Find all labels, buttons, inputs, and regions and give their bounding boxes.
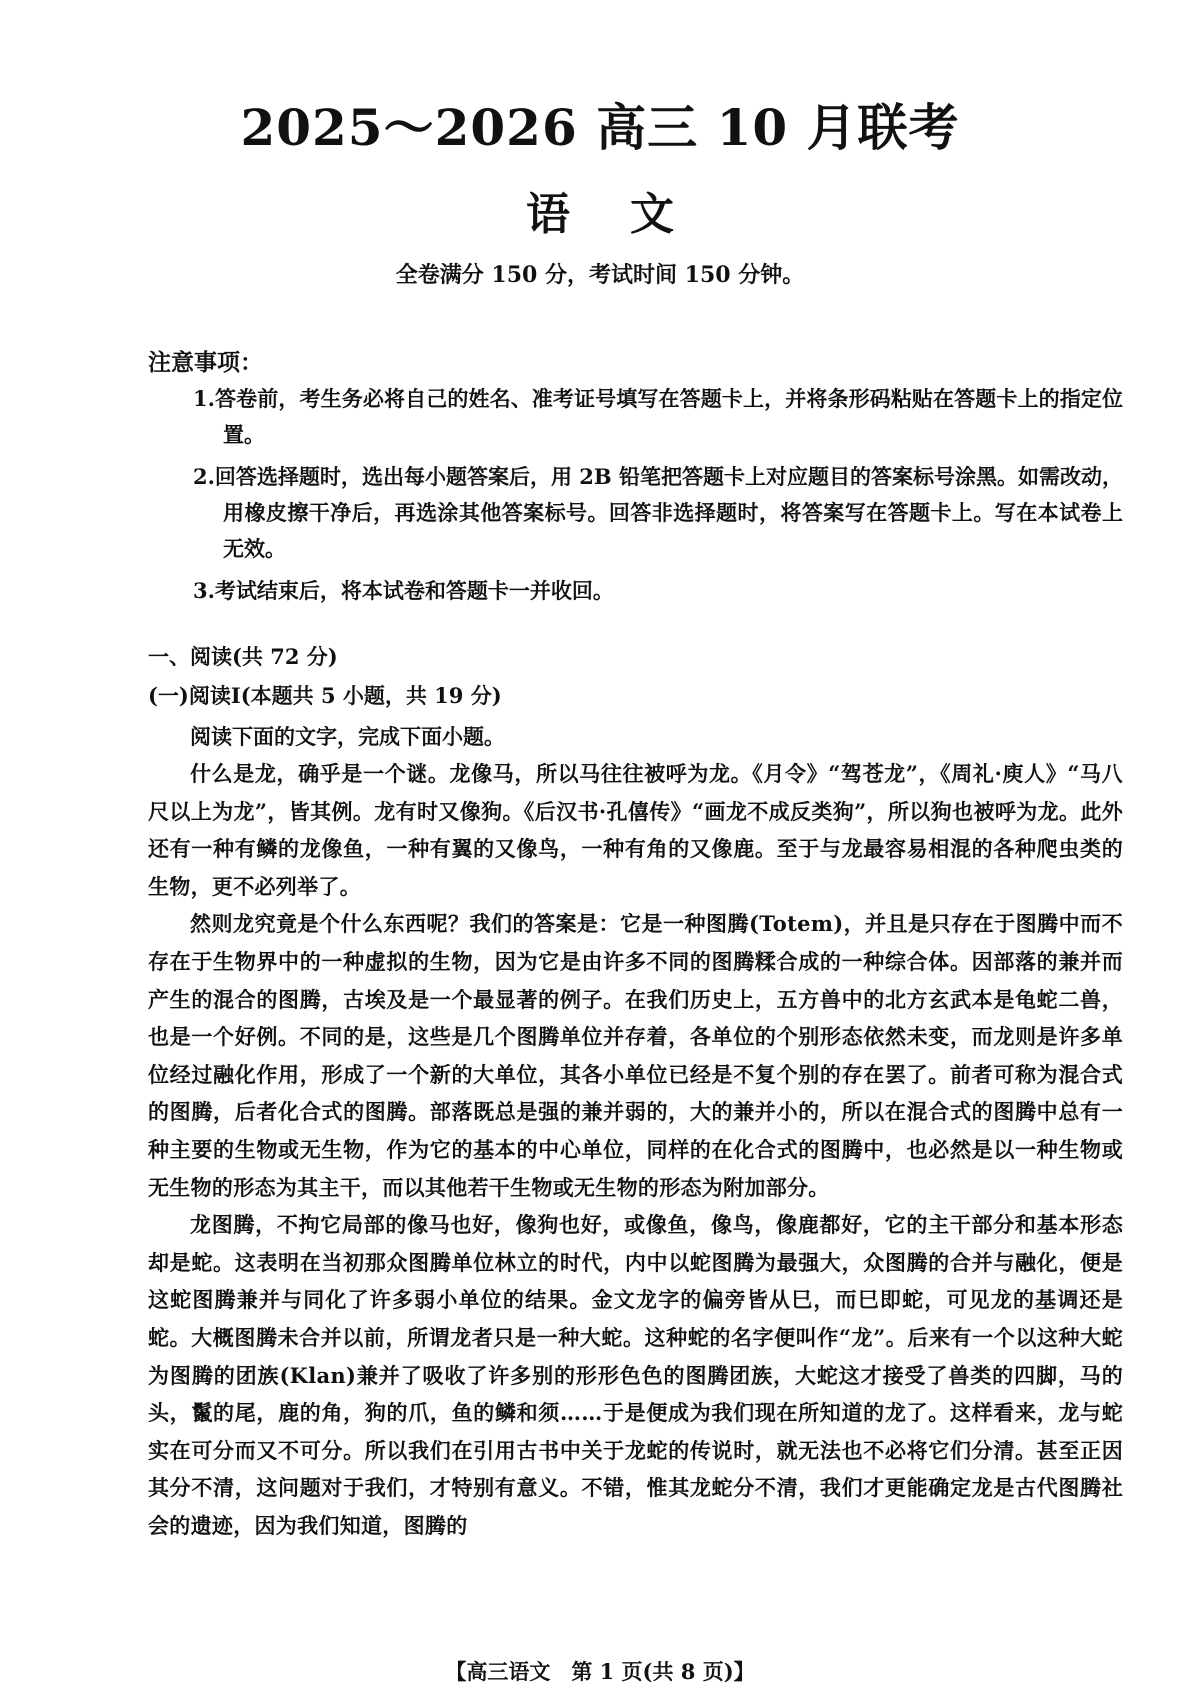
passage-paragraph: 然则龙究竟是个什么东西呢？我们的答案是：它是一种图腾(Totem)，并且是只存在于图腾中而不存在于生物界中的一种虚拟的生物，因为它是由许多不同的图腾糅合成的一种综合体。因部落的兼并而产生的混合的图腾，古埃及是一个最显著的例子。在我们历史上，五方兽中的北方玄武本是龟蛇二兽，也是一个好例。不同的是，这些是几个图腾单位并存着，各单位的个别形态依然未变，而龙则是许多单位经过融化作用，形成了一个新的大单位，其各小单位已经是不复个别的存在罢了。前者可称为混合式的图腾，后者化合式的图腾。部落既总是强的兼并弱的，大的兼并小的，所以在混合式的图腾中总有一种主要的生物或无生物，作为它的基本的中心单位，同样的在化合式的图腾中，也必然是以一种生物或无生物的形态为其主干，而以其他若干生物或无生物的形态为附加部分。 bbox=[148, 911, 1123, 1200]
passage-paragraph: 龙图腾，不拘它局部的像马也好，像狗也好，或像鱼，像鸟，像鹿都好，它的主干部分和基本形态却是蛇。这表明在当初那众图腾单位林立的时代，内中以蛇图腾为最强大，众图腾的合并与融化，便是这蛇图腾兼并与同化了许多弱小单位的结果。金文龙字的偏旁皆从巳，而巳即蛇，可见龙的基调还是蛇。大概图腾未合并以前，所谓龙者只是一种大蛇。这种蛇的名字便叫作“龙”。后来有一个以这种大蛇为图腾的团族(Klan)兼并了吸收了许多别的形形色色的图腾团族，大蛇这才接受了兽类的四脚，马的头，鬣的尾，鹿的角，狗的爪，鱼的鳞和须……于是便成为我们现在所知道的龙了。这样看来，龙与蛇实在可分而又不可分。所以我们在引用古书中关于龙蛇的传说时，就无法也不必将它们分清。甚至正因其分不清，这问题对于我们，才特别有意义。不错，惟其龙蛇分不清，我们才更能确定龙是古代图腾社会的遗迹，因为我们知道，图腾的 bbox=[148, 1212, 1123, 1538]
notice-list bbox=[193, 381, 1123, 615]
notice-item: 3.考试结束后，将本试卷和答题卡一并收回。 bbox=[193, 578, 614, 603]
notice-item: 1.答卷前，考生务必将自己的姓名、准考证号填写在答题卡上，并将条形码粘贴在答题卡上的指定位置。 bbox=[193, 386, 1123, 447]
subject-title: 语文 bbox=[526, 189, 734, 240]
subsection-heading: (一)阅读Ⅰ(本题共 5 小题，共 19 分) bbox=[148, 683, 502, 708]
exam-title: 2025～2026 高三 10 月联考 bbox=[240, 98, 960, 157]
page-footer: 【高三语文 第 1 页(共 8 页)】 bbox=[445, 1659, 755, 1684]
section-heading: 一、阅读(共 72 分) bbox=[148, 644, 338, 669]
score-line: 全卷满分 150 分，考试时间 150 分钟。 bbox=[395, 262, 805, 288]
notice-item: 2.回答选择题时，选出每小题答案后，用 2B 铅笔把答题卡上对应题目的答案标号涂黑。如需改动，用橡皮擦干净后，再选涂其他答案标号。回答非选择题时，将答案写在答题卡上。写在本试卷上无效。 bbox=[193, 464, 1123, 561]
reading-passage bbox=[148, 718, 1123, 1544]
notice-heading: 注意事项： bbox=[148, 349, 263, 376]
passage-paragraph: 什么是龙，确乎是一个谜。龙像马，所以马往往被呼为龙。《月令》“驾苍龙”，《周礼·庾人》“马八尺以上为龙”，皆其例。龙有时又像狗。《后汉书·孔僖传》“画龙不成反类狗”，所以狗也被呼为龙。此外还有一种有鳞的龙像鱼，一种有翼的又像鸟，一种有角的又像鹿。至于与龙最容易相混的各种爬虫类的生物，更不必列举了。 bbox=[148, 761, 1123, 899]
reading-instruction: 阅读下面的文字，完成下面小题。 bbox=[190, 724, 505, 749]
